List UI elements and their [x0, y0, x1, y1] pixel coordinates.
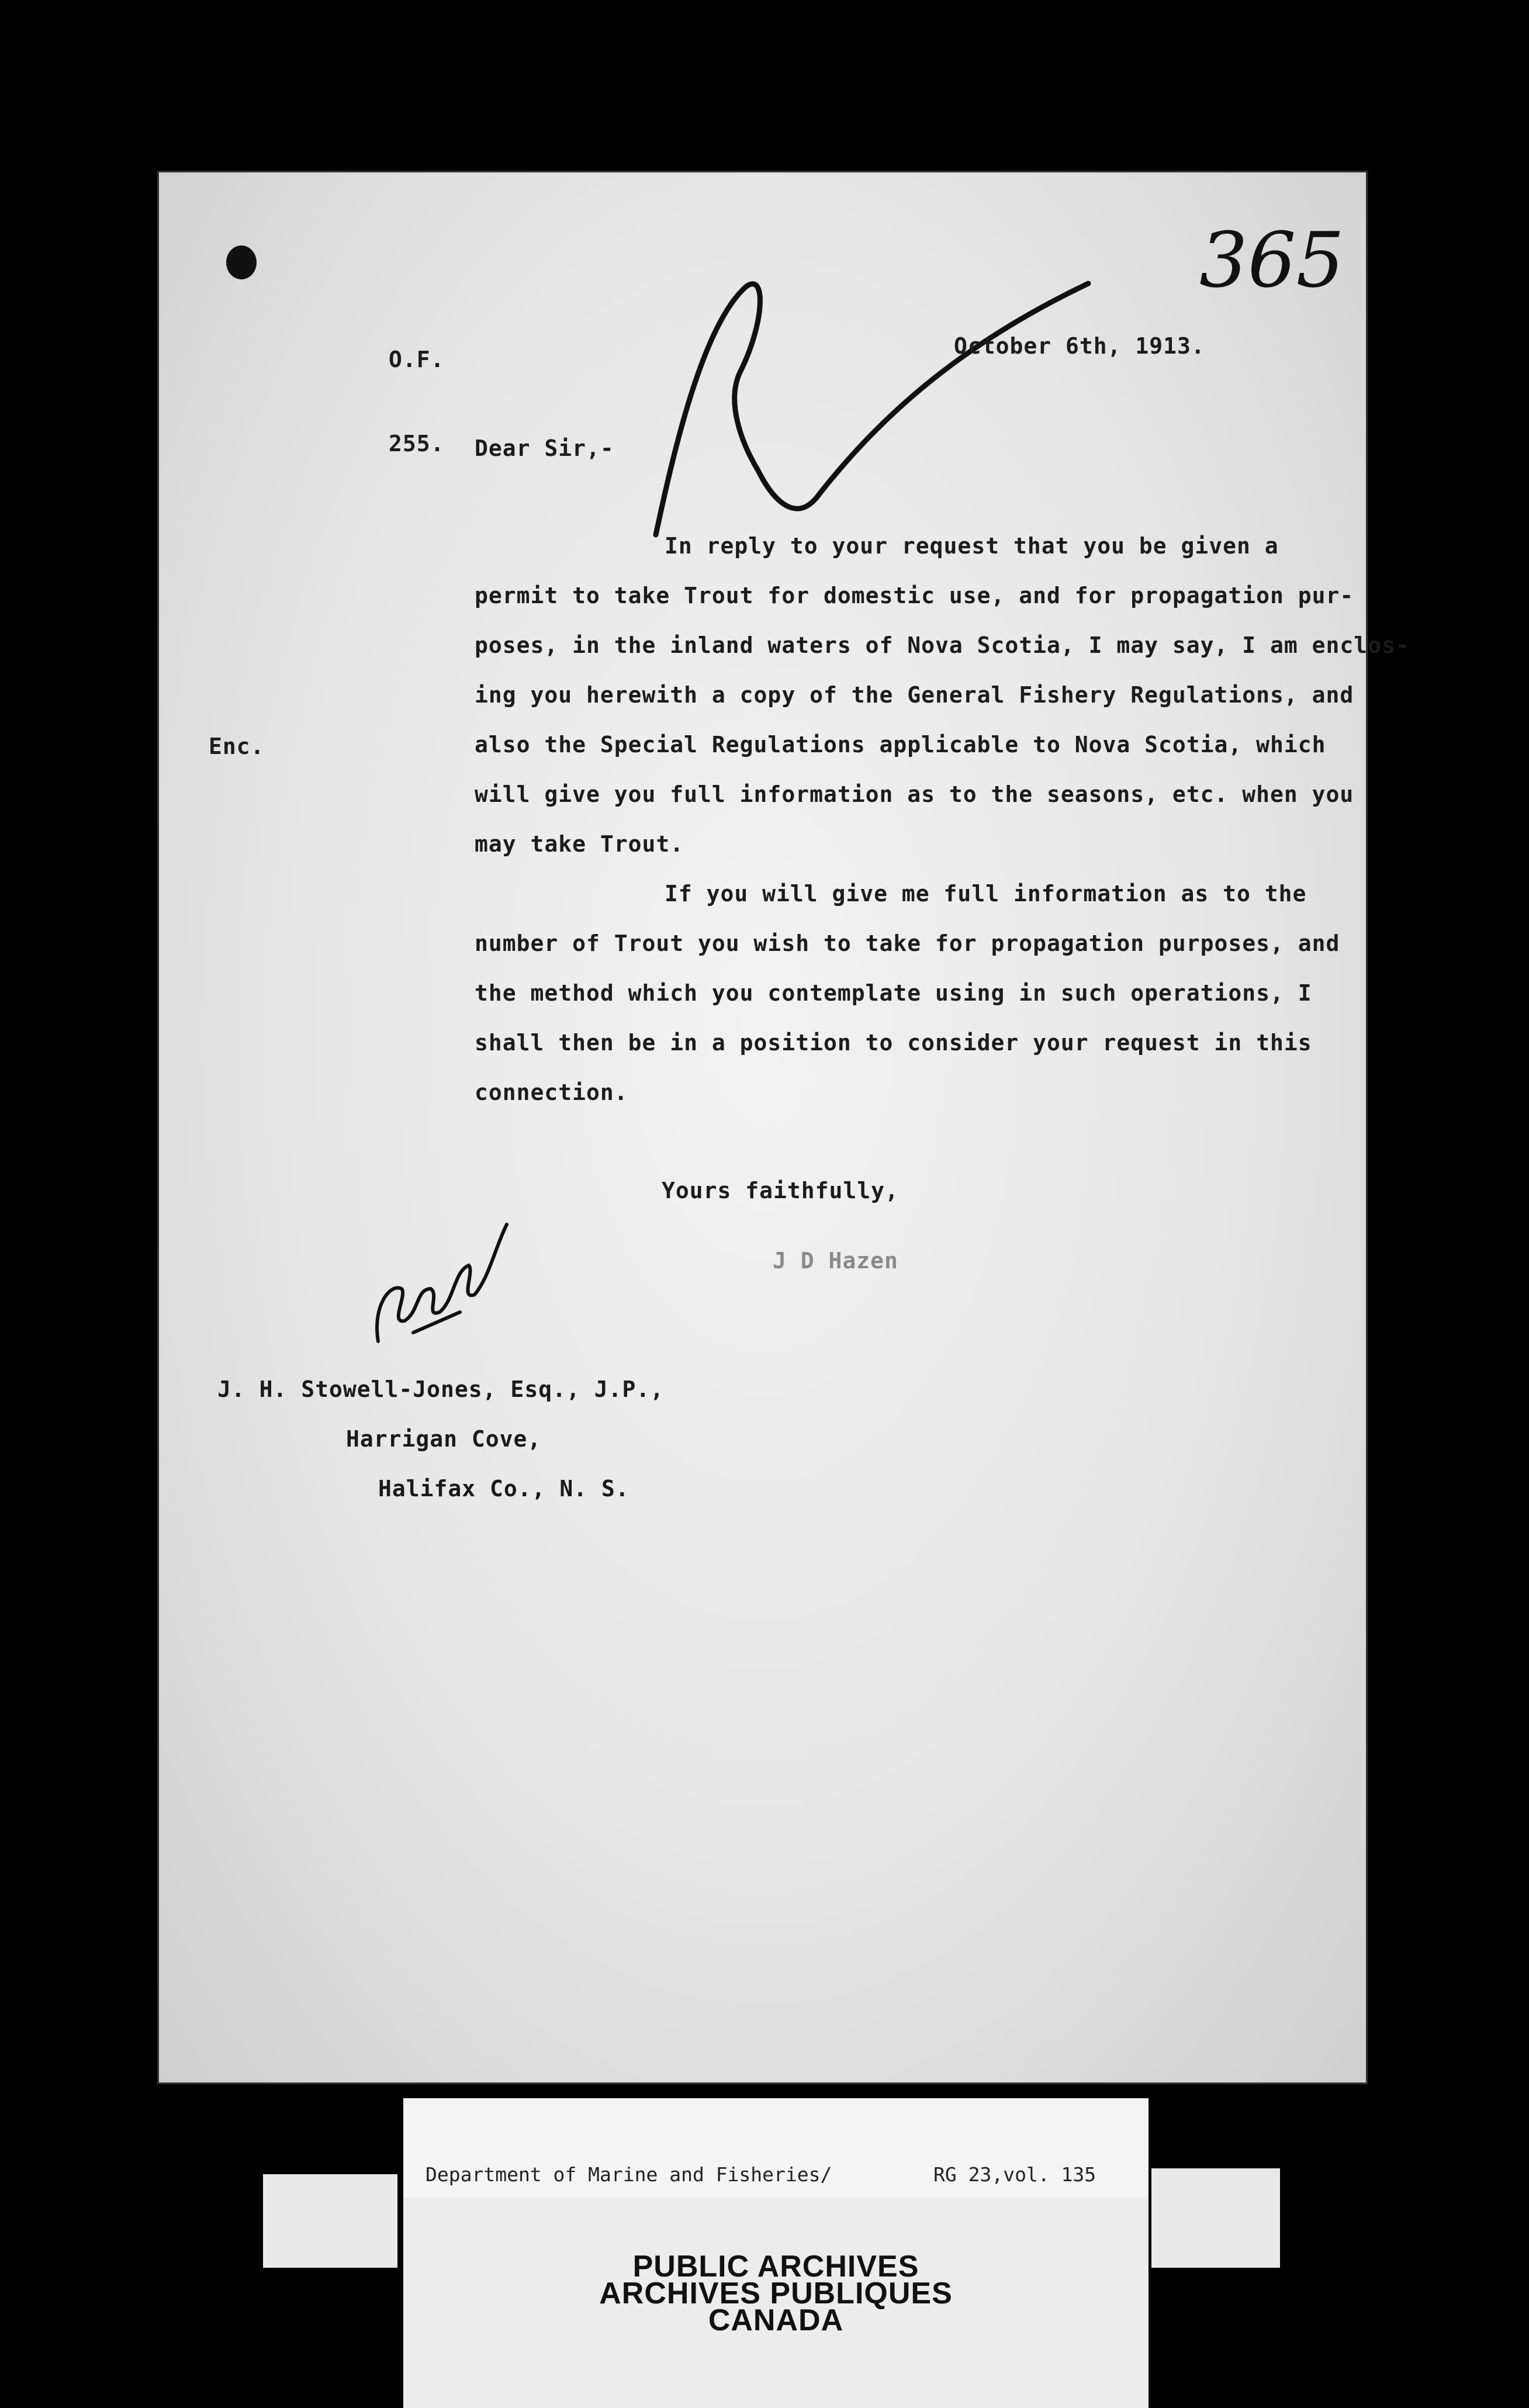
- archive-reference-label: [403, 2098, 1149, 2198]
- file-ref-line: 255.: [389, 431, 445, 456]
- paragraph2-line: number of Trout you wish to take for propagation purposes, and: [475, 930, 1340, 956]
- page-number-text: 365: [1199, 216, 1345, 305]
- paragraph1-line: will give you full information as to the seasons, etc. when you: [475, 781, 1354, 807]
- salutation: Dear Sir,-: [475, 435, 614, 461]
- paragraph2-line: shall then be in a position to consider your request in this: [475, 1030, 1312, 1056]
- address-line: Halifax Co., N. S.: [378, 1476, 629, 1501]
- signature: J D Hazen: [773, 1248, 898, 1274]
- paragraph1-line: ing you herewith a copy of the General Fishery Regulations, and: [475, 682, 1354, 708]
- letter-date: October 6th, 1913.: [954, 333, 1205, 359]
- paragraph1-line: may take Trout.: [475, 831, 684, 857]
- archive-stamp-line: PUBLIC ARCHIVES: [632, 2250, 919, 2284]
- paragraph1-line: poses, in the inland waters of Nova Scotia, I may say, I am enclos-: [475, 632, 1410, 658]
- paragraph2-line: connection.: [475, 1080, 628, 1105]
- paragraph2-line: the method which you contemplate using in such operations, I: [475, 980, 1312, 1006]
- department-line: Department of Marine and Fisheries/: [426, 2163, 832, 2186]
- handwritten-initials: [366, 1201, 518, 1353]
- file-reference: [389, 289, 445, 514]
- address-line: J. H. Stowell-Jones, Esq., J.P.,: [217, 1376, 665, 1402]
- closing: Yours faithfully,: [662, 1178, 899, 1203]
- file-ref-line: O.F.: [389, 347, 445, 372]
- punch-hole: [226, 245, 257, 279]
- paragraph2-line: If you will give me full information as to the: [665, 881, 1307, 907]
- archive-stamp-line: CANADA: [708, 2303, 844, 2337]
- public-archives-card: [403, 2198, 1149, 2408]
- paragraph1-line: In reply to your request that you be given a: [665, 533, 1279, 559]
- address-line: Harrigan Cove,: [346, 1426, 542, 1452]
- paragraph1-line: permit to take Trout for domestic use, and for propagation pur-: [475, 583, 1354, 608]
- enclosure-note: Enc.: [209, 734, 265, 759]
- card-tab-left: [263, 2174, 397, 2268]
- card-tab-right: [1151, 2168, 1280, 2268]
- handwritten-page-number: [1194, 205, 1369, 310]
- letter-page: [159, 172, 1410, 2082]
- paragraph1-line: also the Special Regulations applicable to Nova Scotia, which: [475, 732, 1326, 757]
- archive-stamp-line: ARCHIVES PUBLIQUES: [599, 2276, 953, 2310]
- reference-line: RG 23,vol. 135: [933, 2163, 1096, 2186]
